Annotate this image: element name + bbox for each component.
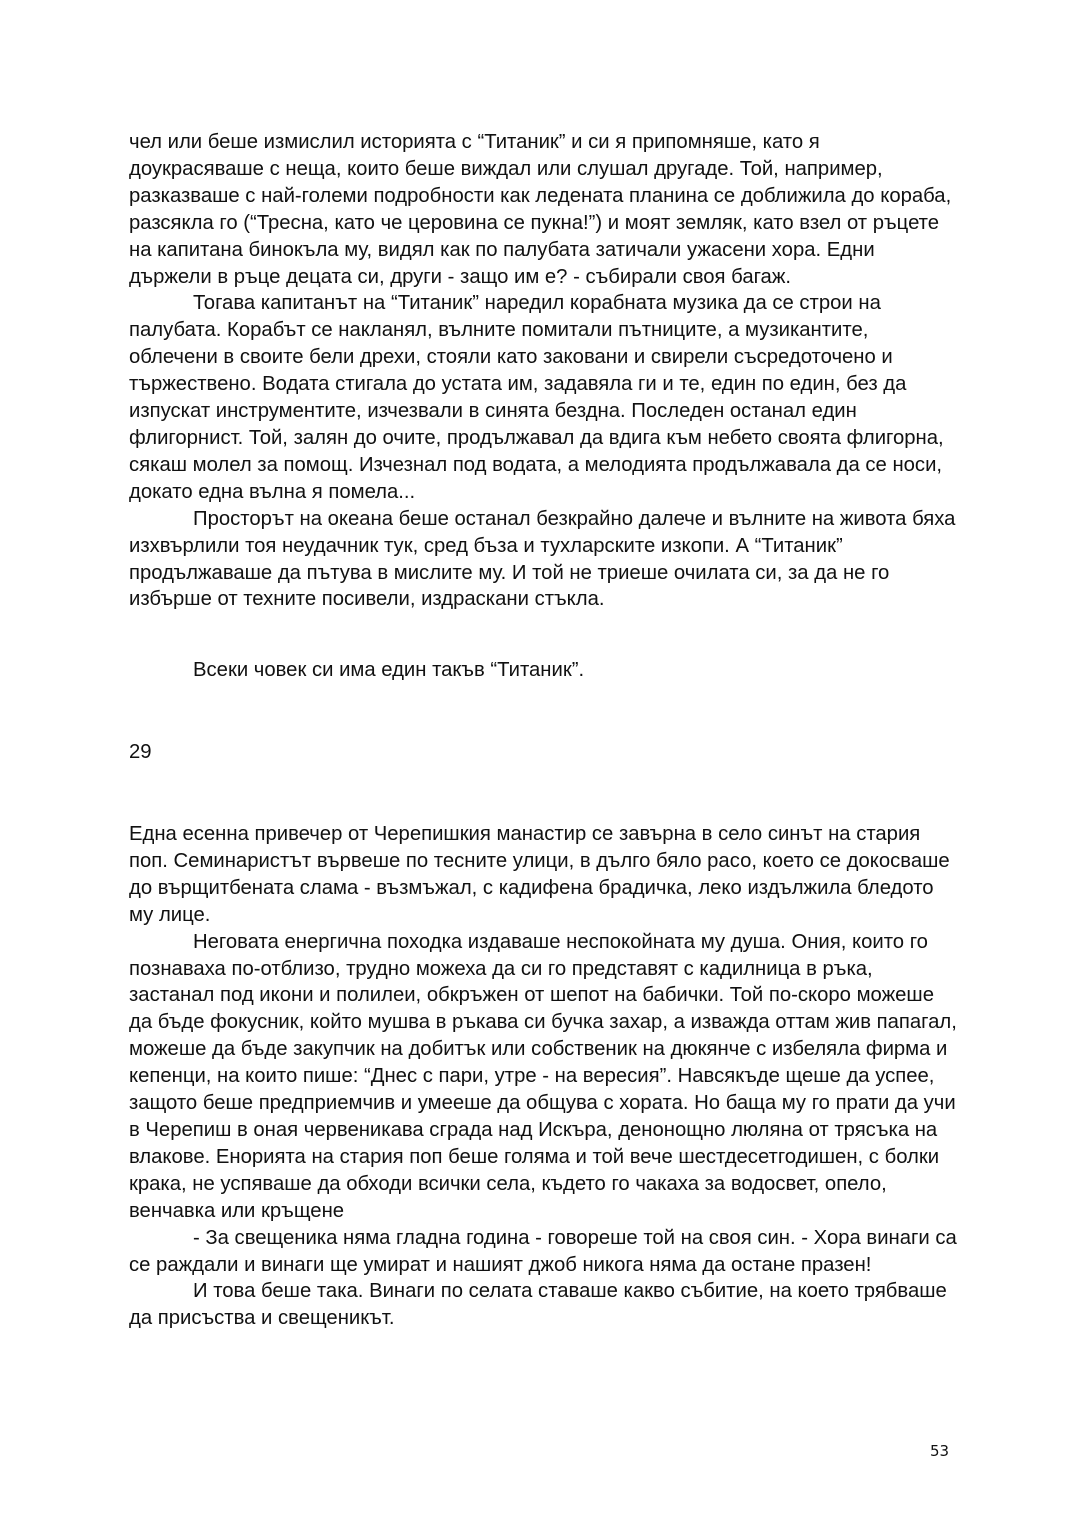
paragraph: чел или беше измислил историята с “Титаник” и си я припомняше, като я доукрасяваше с неща, които беше виждал или слушал другаде. Той, например, разказваше с най-големи подробности как ледената планина се доближила до кораба, разсякла го (“Тресна, като че церовина се пукна!”) и моят земляк, като взел от ръцете на капитана бинокъла му, видял как по палубата затичали ужасени хора. Едни държели в ръце децата си, други - защо им е? - събирали своя багаж. [129,131,952,288]
closing-line: Всеки човек си има един такъв “Титаник”. [193,659,585,681]
paragraph: Тогава капитанът на “Титаник” наредил корабната музика да се строи на палубата. Корабът се накланял, вълните помитали пътниците, а музикантите, облечени в своите бели дрехи, стояли като заковани и свирели съсредоточено и тържествено. Водата стигала до устата им, задавяла ги и те, един по един, без да изпускат инструментите, изчезвали в синята бездна. Последен останал един флигорнист. Той, залян до очите, продължавал да вдига към небето своята флигорна, сякаш молел за помощ. Изчезнал под водата, а мелодията продължавала да се носи, докато една вълна я помела... [129,292,944,503]
paragraph: Неговата енергична походка издаваше неспокойната му душа. Ония, които го познаваха по-отблизо, трудно можеха да си го представят с кадилница в ръка, застанал под икони и полилеи, обкръжен от шепот на бабички. Той по-скоро можеше да бъде фокусник, който мушва в ръкава си бучка захар, а изважда оттам жив папагал, можеше да бъде закупчик на добитък или собственик на дюкянче с избеляла фирма и кепенци, на които пише: “Днес с пари, утре - на вересия”. Навсякъде щеше да успее, защото беше предприемчив и умееше да общува с хората. Но баща му го прати да учи в Черепиш в оная червеникава сграда над Искъра, денонощно люляна от трясъка на влакове. Енорията на стария поп беше голяма и той вече шестдесетгодишен, с болки крака, не успяваше да обходи всички села, където го чакаха за водосвет, опело, венчавка или кръщене [129,930,957,1222]
paragraph: - За свещеника няма гладна година - говореше той на своя син. - Хора винаги са се раждали и винаги ще умират и нашият джоб никога няма да остане празен! [129,1226,957,1276]
section-2-text [129,821,959,1332]
paragraph: Просторът на океана беше останал безкрайно далече и вълните на живота бяха изхвърлили тоя неудачник тук, сред бъза и тухларските изкопи. А “Титаник” продължаваше да пътува в мислите му. И той не триеше очилата си, за да не го избърше от техните посивели, издраскани стъкла. [129,507,956,611]
paragraph: Една есенна привечер от Черепишкия манастир се завърна в село синът на стария поп. Семинаристът вървеше по тесните улици, в дълго бяло расо, което се докосваше до върщитбената слама - възмъжал, с кадифена брадичка, леко издължила бледото му лице. [129,823,950,926]
section-1-text [129,129,959,613]
chapter-number: 29 [129,741,152,763]
page-number: 53 [930,1442,950,1460]
paragraph: И това беше така. Винаги по селата ставаше какво събитие, на което трябваше да присъства и свещеникът. [129,1280,947,1330]
